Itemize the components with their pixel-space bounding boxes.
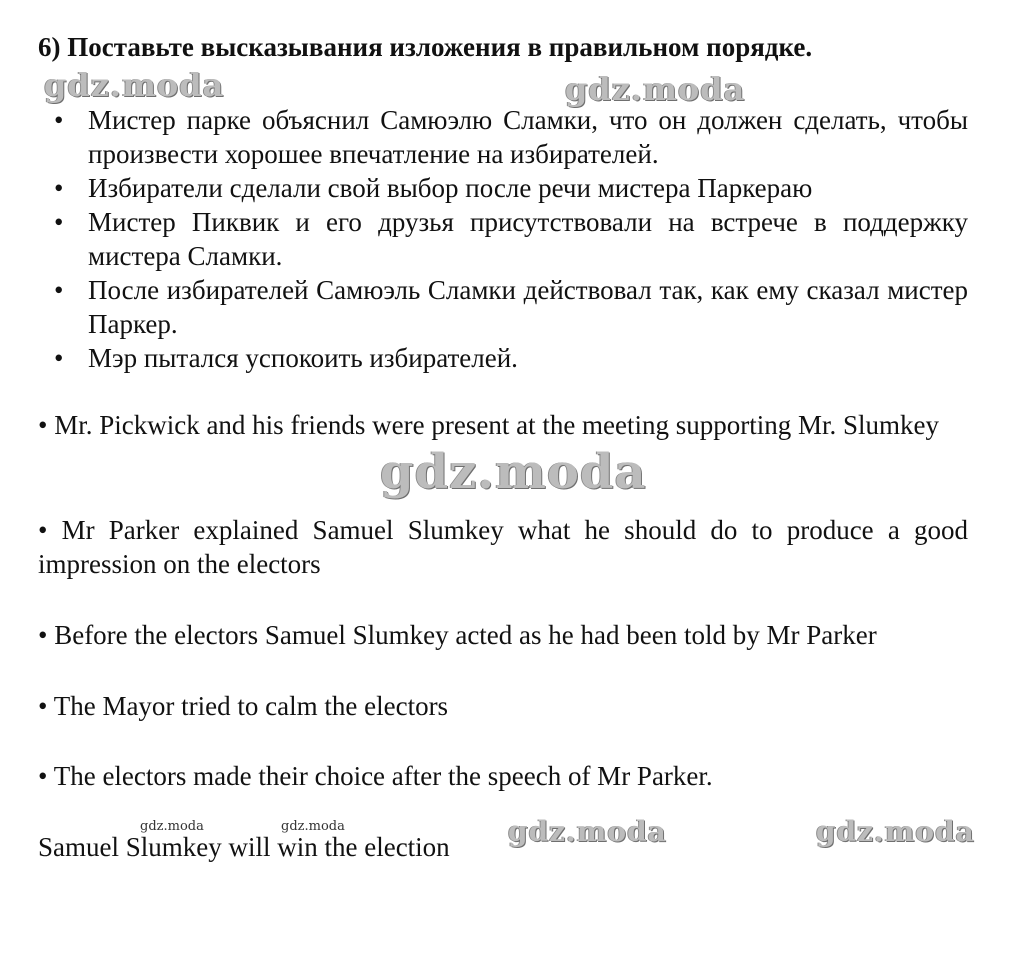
watermark-logo: gdz.moda <box>816 815 975 848</box>
english-statement-4: • The Mayor tried to calm the electors <box>38 691 449 721</box>
list-item <box>38 171 968 205</box>
russian-item-text: Мэр пытался успокоить избирателей. <box>88 343 518 373</box>
watermark-logo: gdz.moda <box>380 444 647 500</box>
bullet-icon: • <box>54 173 64 203</box>
watermark-logo: gdz.moda <box>140 819 204 834</box>
bullet-icon: • <box>54 105 64 135</box>
english-statement-2: • Mr Parker explained Samuel Slumkey what he should do to produce a good impression on the electors <box>38 515 968 579</box>
russian-item-text: Мистер парке объяснил Самюэлю Сламки, что он должен сделать, чтобы произвести хорошее впечатление на избирателей. <box>88 105 968 169</box>
bullet-icon: • <box>54 343 64 373</box>
russian-item-text: Избиратели сделали свой выбор после речи мистера Паркераю <box>88 173 813 203</box>
exercise-title: 6) Поставьте высказывания изложения в правильном порядке. <box>38 32 813 62</box>
watermark-logo: gdz.moda <box>565 70 746 108</box>
english-statement-1: • Mr. Pickwick and his friends were present at the meeting supporting Mr. Slumkey <box>38 410 940 440</box>
russian-item-text: Мистер Пиквик и его друзья присутствовали на встрече в поддержку мистера Сламки. <box>88 207 968 271</box>
russian-item-text: После избирателей Самюэль Сламки действовал так, как ему сказал мистер Паркер. <box>88 275 968 339</box>
bullet-icon: • <box>54 275 64 305</box>
watermark-logo: gdz.moda <box>44 66 225 104</box>
watermark-logo: gdz.moda <box>281 819 345 834</box>
list-item <box>38 205 968 273</box>
bullet-icon: • <box>54 207 64 237</box>
russian-statements-list <box>38 103 968 375</box>
english-statement-5: • The electors made their choice after the speech of Mr Parker. <box>38 761 713 791</box>
list-item <box>38 103 968 171</box>
list-item <box>38 341 968 375</box>
list-item <box>38 273 968 341</box>
conclusion-text: Samuel Slumkey will win the election <box>38 832 450 862</box>
english-statement-3: • Before the electors Samuel Slumkey acted as he had been told by Mr Parker <box>38 620 877 650</box>
watermark-logo: gdz.moda <box>508 815 667 848</box>
